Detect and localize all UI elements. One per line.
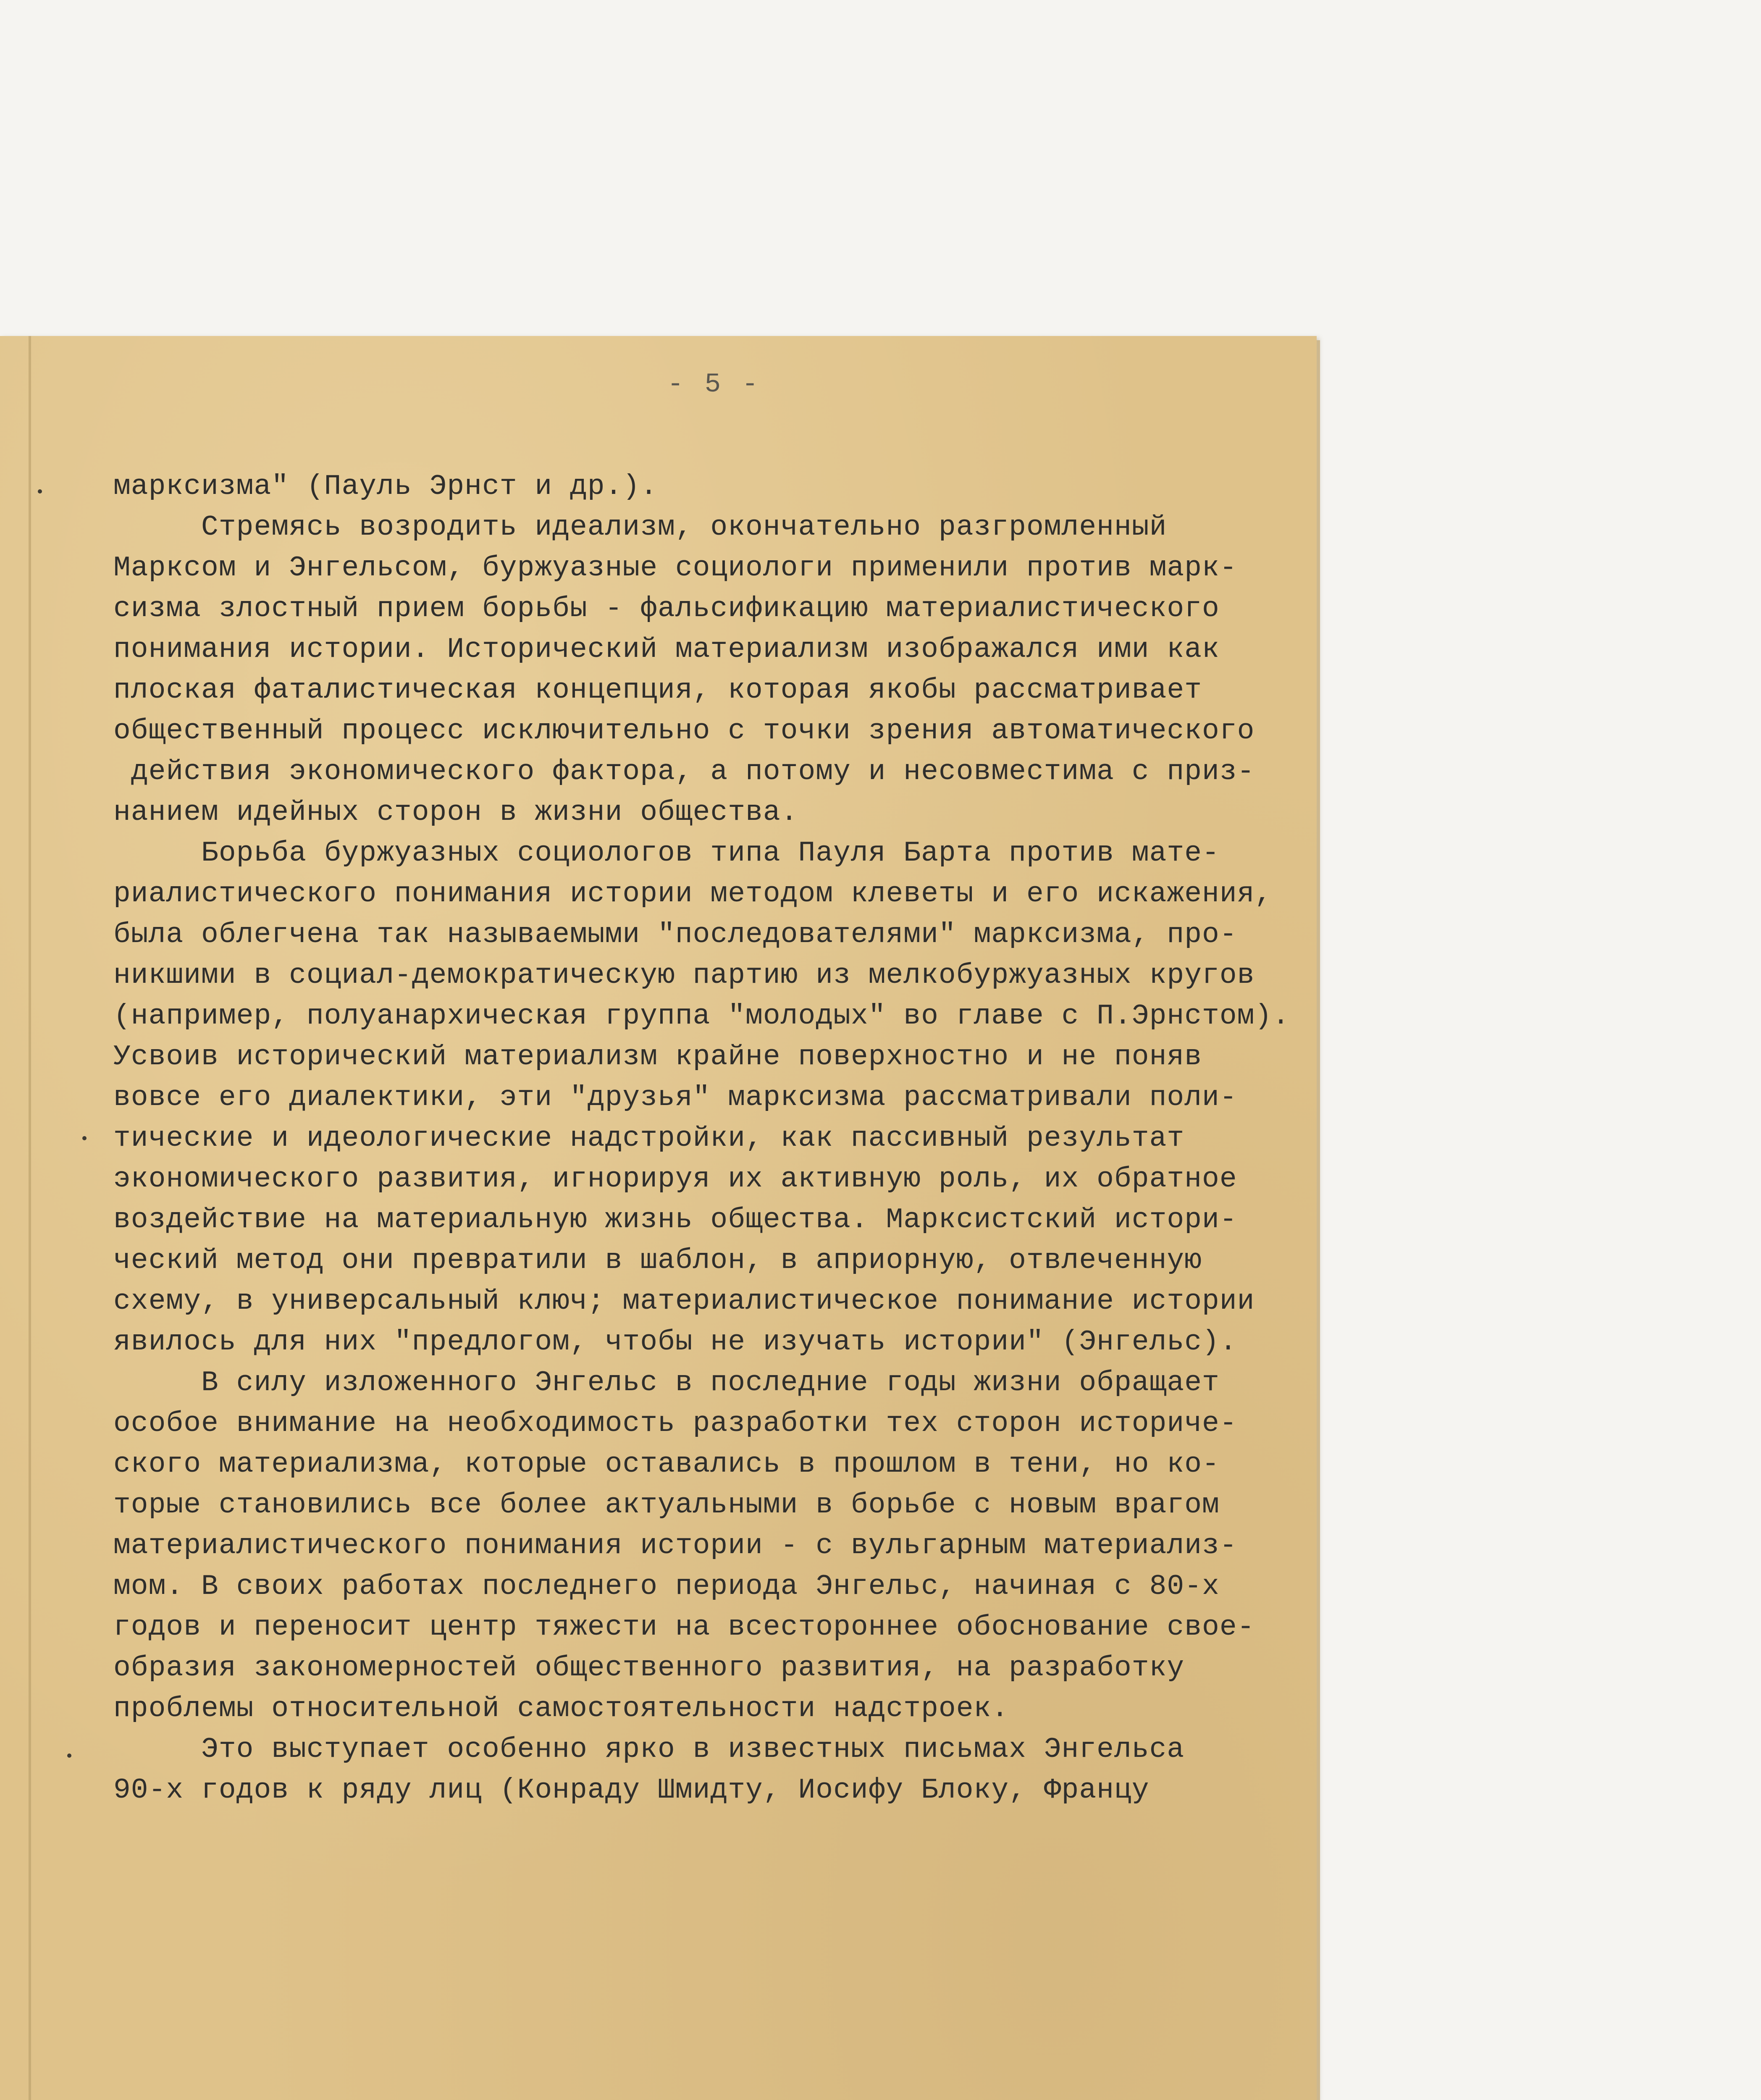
text-line: схему, в универсальный ключ; материалистическое понимание истории [113, 1285, 1255, 1318]
text-line: проблемы относительной самостоятельности надстроек. [113, 1693, 1009, 1725]
text-line: Борьба буржуазных социологов типа Пауля Барта против мате- [113, 837, 1220, 869]
text-line: была облегчена так называемыми "последователями" марксизма, про- [113, 919, 1237, 951]
text-line: (например, полуанархическая группа "молодых" во главе с П.Эрнстом). [113, 1000, 1290, 1032]
text-line: общественный процесс исключительно с точки зрения автоматического [113, 715, 1255, 747]
text-line: Стремясь возродить идеализм, окончательно разгромленный [113, 511, 1167, 543]
margin-dot [82, 1136, 87, 1140]
text-line: 90-х годов к ряду лиц (Конраду Шмидту, Иосифу Блоку, Францу [113, 1774, 1150, 1806]
text-line: торые становились все более актуальными в борьбе с новым врагом [113, 1489, 1220, 1521]
text-line: никшими в социал-демократическую партию из мелкобуржуазных кругов [113, 959, 1255, 992]
text-line: действия экономического фактора, а потому и несовместима с приз- [113, 756, 1255, 788]
text-line: ского материализма, которые оставались в прошлом в тени, но ко- [113, 1448, 1220, 1480]
text-line: сизма злостный прием борьбы - фальсификацию материалистического [113, 593, 1220, 625]
margin-dot [38, 489, 42, 494]
text-line: Марксом и Энгельсом, буржуазные социологи применили против марк- [113, 552, 1237, 584]
text-line: особое внимание на необходимость разработки тех сторон историче- [113, 1407, 1237, 1440]
text-line: образия закономерностей общественного развития, на разработку [113, 1652, 1185, 1684]
text-line: экономического развития, игнорируя их активную роль, их обратное [113, 1163, 1237, 1195]
text-line: явилось для них "предлогом, чтобы не изучать истории" (Энгельс). [113, 1326, 1237, 1358]
text-line: В силу изложенного Энгельс в последние годы жизни обращает [113, 1367, 1220, 1399]
page-number: - 5 - [667, 370, 761, 400]
text-line: воздействие на материальную жизнь общества. Марксистский истори- [113, 1204, 1237, 1236]
text-line: тические и идеологические надстройки, как пассивный результат [113, 1122, 1185, 1155]
text-line: материалистического понимания истории - с вульгарным материализ- [113, 1530, 1237, 1562]
text-line: Усвоив исторический материализм крайне поверхностно и не поняв [113, 1041, 1202, 1073]
text-line: годов и переносит центр тяжести на всестороннее обоснование свое- [113, 1611, 1255, 1643]
text-line: ческий метод они превратили в шаблон, в априорную, отвлеченную [113, 1244, 1202, 1277]
text-line: нанием идейных сторон в жизни общества. [113, 796, 798, 829]
margin-dot [67, 1754, 71, 1758]
page-edge-shadow [1317, 340, 1320, 2100]
text-line: марксизма" (Пауль Эрнст и др.). [113, 470, 658, 503]
binding-fold [29, 336, 31, 2100]
text-line: вовсе его диалектики, эти "друзья" марксизма рассматривали поли- [113, 1082, 1237, 1114]
text-line: плоская фаталистическая концепция, которая якобы рассматривает [113, 674, 1202, 706]
typewritten-text [113, 466, 1290, 1811]
text-line: мом. В своих работах последнего периода Энгельс, начиная с 80-х [113, 1570, 1220, 1603]
text-line: Это выступает особенно ярко в известных письмах Энгельса [113, 1733, 1185, 1766]
text-line: риалистического понимания истории методом клеветы и его искажения, [113, 878, 1273, 910]
text-line: понимания истории. Исторический материализм изображался ими как [113, 633, 1220, 666]
